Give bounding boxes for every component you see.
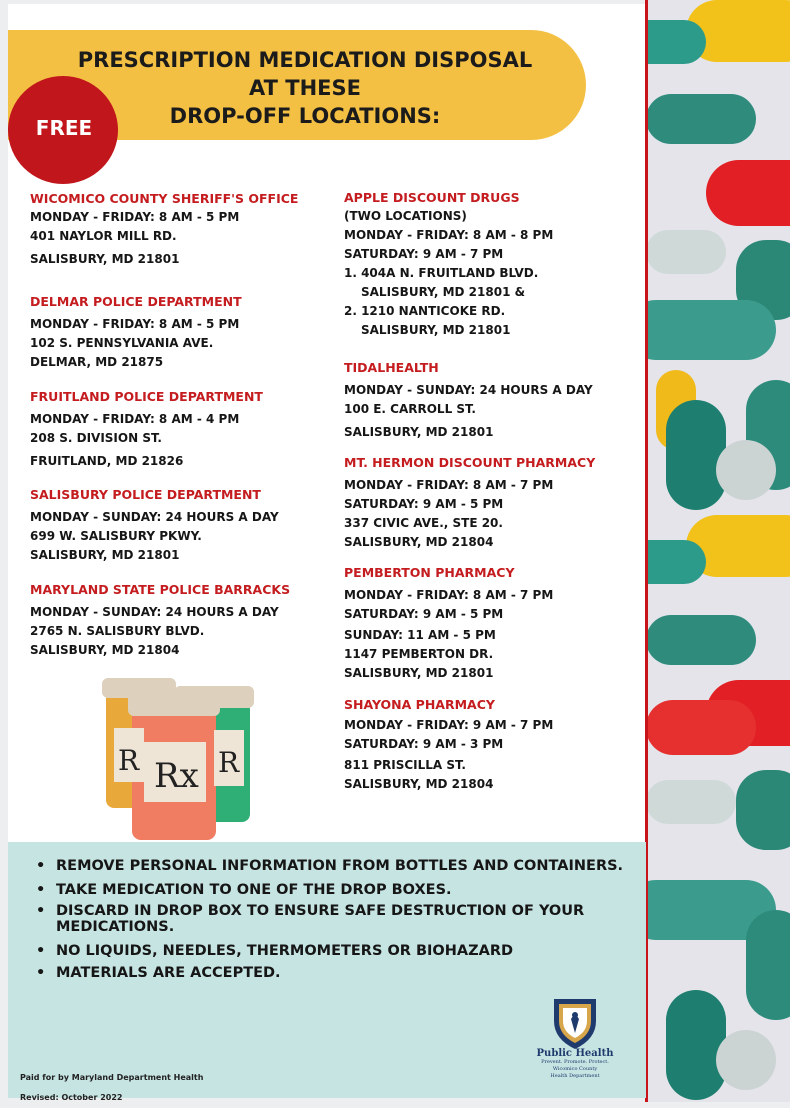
- location-line: 208 S. DIVISION ST.: [30, 431, 162, 445]
- title-line: AT THESE: [249, 76, 361, 100]
- location-name: TIDALHEALTH: [344, 360, 439, 375]
- location-line: FRUITLAND, MD 21826: [30, 454, 184, 468]
- location-fruitland-police: [30, 388, 340, 471]
- title-line: DROP-OFF LOCATIONS:: [169, 104, 441, 128]
- location-line: MONDAY - FRIDAY: 8 AM - 5 PM: [30, 317, 240, 331]
- location-line: SALISBURY, MD 21801 &: [361, 285, 526, 299]
- location-salisbury-police: [30, 486, 340, 565]
- location-line: 1. 404A N. FRUITLAND BLVD.: [344, 266, 539, 280]
- location-line: SATURDAY: 9 AM - 5 PM: [344, 607, 504, 621]
- logo-county: Wicomico County: [552, 1066, 598, 1072]
- location-line: SATURDAY: 9 AM - 7 PM: [344, 247, 504, 261]
- location-line: SALISBURY, MD 21804: [344, 535, 494, 549]
- location-line: SALISBURY, MD 21801: [30, 252, 180, 266]
- logo-text: [522, 1048, 628, 1080]
- revised-date: Revised: October 2022: [20, 1093, 123, 1102]
- list-item: • MATERIALS ARE ACCEPTED.: [36, 965, 626, 981]
- list-item: • REMOVE PERSONAL INFORMATION FROM BOTTLES AND CONTAINERS.: [36, 855, 626, 877]
- location-line: SALISBURY, MD 21801: [344, 666, 494, 680]
- location-name: SALISBURY POLICE DEPARTMENT: [30, 487, 261, 502]
- page-title: [40, 46, 570, 130]
- rx-bottles-illustration: [100, 672, 260, 842]
- location-line: 699 W. SALISBURY PKWY.: [30, 529, 202, 543]
- location-line: 401 NAYLOR MILL RD.: [30, 229, 177, 243]
- location-shayona-pharmacy: [344, 696, 654, 794]
- list-item: • DISCARD IN DROP BOX TO ENSURE SAFE DESTRUCTION OF YOUR MEDICATIONS.: [36, 903, 626, 935]
- rx-label: Rx: [154, 756, 199, 796]
- location-line: 811 PRISCILLA ST.: [344, 758, 466, 772]
- location-line: SALISBURY, MD 21804: [344, 777, 494, 791]
- logo-title: Public Health: [536, 1048, 614, 1059]
- location-wicomico-sheriff: [30, 190, 340, 269]
- location-line: MONDAY - SUNDAY: 24 HOURS A DAY: [30, 510, 279, 524]
- location-line: SATURDAY: 9 AM - 3 PM: [344, 737, 504, 751]
- location-line: MONDAY - FRIDAY: 9 AM - 7 PM: [344, 718, 554, 732]
- location-line: MONDAY - FRIDAY: 8 AM - 7 PM: [344, 478, 554, 492]
- location-name: FRUITLAND POLICE DEPARTMENT: [30, 389, 263, 404]
- instructions-list: [36, 855, 626, 989]
- pills-photo: [646, 0, 790, 1102]
- location-name: DELMAR POLICE DEPARTMENT: [30, 294, 242, 309]
- location-name: MARYLAND STATE POLICE BARRACKS: [30, 582, 291, 597]
- health-department-logo: [530, 995, 620, 1095]
- location-line: MONDAY - FRIDAY: 8 AM - 7 PM: [344, 588, 554, 602]
- location-line: MONDAY - FRIDAY: 8 AM - 4 PM: [30, 412, 240, 426]
- location-line: DELMAR, MD 21875: [30, 355, 164, 369]
- location-line: SALISBURY, MD 21804: [30, 643, 180, 657]
- location-line: MONDAY - SUNDAY: 24 HOURS A DAY: [30, 605, 279, 619]
- location-delmar-police: [30, 293, 340, 372]
- location-line: SALISBURY, MD 21801: [344, 425, 494, 439]
- list-item: • NO LIQUIDS, NEEDLES, THERMOMETERS OR BIOHAZARD: [36, 943, 626, 959]
- free-badge-label: FREE: [35, 116, 93, 140]
- location-name: WICOMICO COUNTY SHERIFF'S OFFICE: [30, 191, 299, 206]
- location-mt-hermon-pharmacy: [344, 454, 654, 552]
- location-line: MONDAY - FRIDAY: 8 AM - 8 PM: [344, 228, 554, 242]
- location-pemberton-pharmacy: [344, 564, 654, 683]
- list-item: • TAKE MEDICATION TO ONE OF THE DROP BOXES.: [36, 879, 626, 901]
- location-line: SATURDAY: 9 AM - 5 PM: [344, 497, 504, 511]
- location-line: SUNDAY: 11 AM - 5 PM: [344, 628, 496, 642]
- location-line: 100 E. CARROLL ST.: [344, 402, 476, 416]
- location-line: 1147 PEMBERTON DR.: [344, 647, 494, 661]
- location-line: SALISBURY, MD 21801: [361, 323, 511, 337]
- rx-label: R: [218, 746, 240, 779]
- location-line: (TWO LOCATIONS): [344, 209, 467, 223]
- location-md-state-police: [30, 581, 340, 660]
- location-tidalhealth: [344, 359, 654, 442]
- location-name: PEMBERTON PHARMACY: [344, 565, 515, 580]
- logo-department: Health Department: [550, 1073, 600, 1079]
- location-apple-discount-drugs: [344, 189, 654, 340]
- location-name: APPLE DISCOUNT DRUGS: [344, 190, 520, 205]
- location-line: MONDAY - FRIDAY: 8 AM - 5 PM: [30, 210, 240, 224]
- title-line: PRESCRIPTION MEDICATION DISPOSAL: [77, 48, 533, 72]
- location-line: 102 S. PENNSYLVANIA AVE.: [30, 336, 214, 350]
- location-line: 2. 1210 NANTICOKE RD.: [344, 304, 506, 318]
- footer-credits: [20, 1068, 203, 1108]
- location-line: 337 CIVIC AVE., STE 20.: [344, 516, 503, 530]
- location-line: SALISBURY, MD 21801: [30, 548, 180, 562]
- rx-label: R: [118, 744, 140, 777]
- location-name: MT. HERMON DISCOUNT PHARMACY: [344, 455, 596, 470]
- location-name: SHAYONA PHARMACY: [344, 697, 495, 712]
- logo-tagline: Prevent. Promote. Protect.: [541, 1059, 609, 1065]
- paid-by-text: Paid for by Maryland Department Health: [20, 1073, 204, 1082]
- location-line: 2765 N. SALISBURY BLVD.: [30, 624, 205, 638]
- location-line: MONDAY - SUNDAY: 24 HOURS A DAY: [344, 383, 593, 397]
